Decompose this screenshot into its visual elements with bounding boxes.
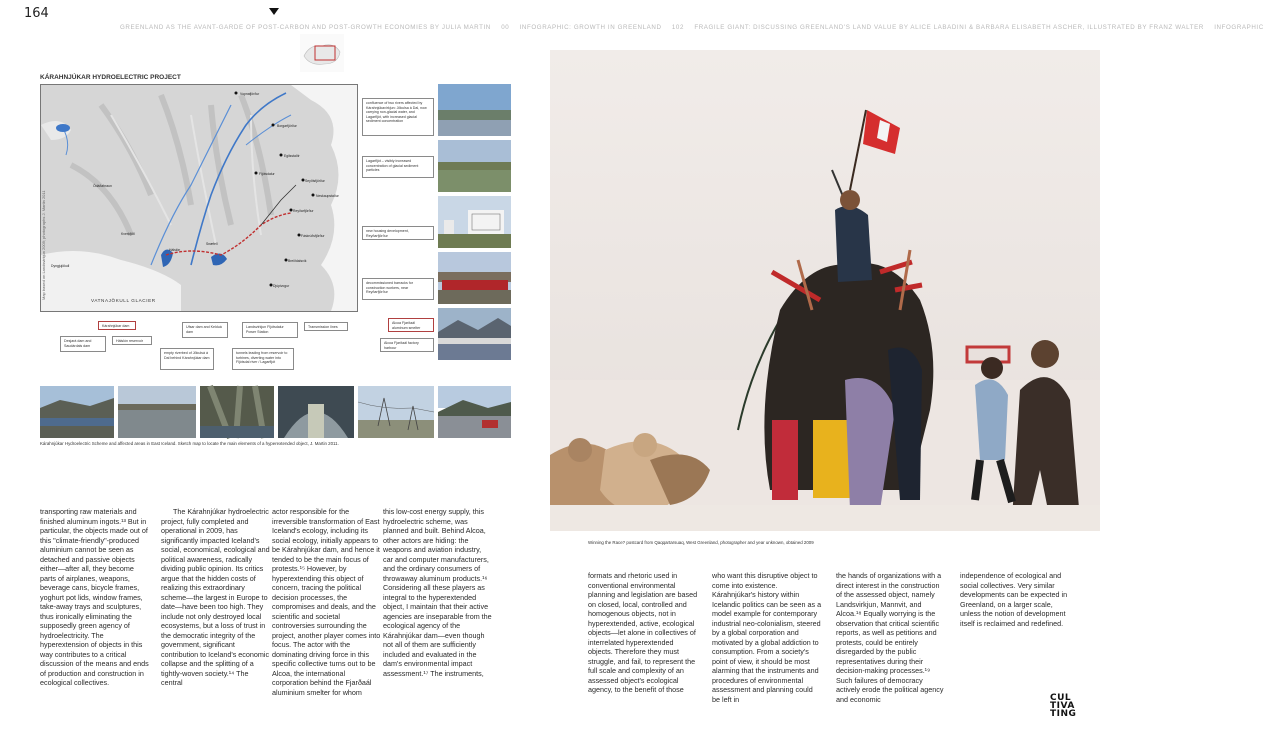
svg-text:Seyðisfjörður: Seyðisfjörður <box>305 179 325 183</box>
callout-confluence: confluence of two rivers affected by Kárahnjúkavirkjun: Jökulsa á Dal, now carrying non-glacial water, and Lagarfljót, with increased glacial sediment concentration <box>362 98 434 136</box>
map-drawing <box>41 85 357 311</box>
running-head-item[interactable]: 102 <box>671 24 684 31</box>
callout-tunnels: tunnels leading from reservoir to turbines, diverting water into Fljótsdal river / Lagarfljót <box>232 348 294 370</box>
text-column: The Kárahnjúkar hydroelectric project, fully completed and operational in 2009, has significantly impacted Iceland's social, economical, ecological and political awareness, radically dividing public opinion. Its critics argue that the hidden costs of realizing this extraordinary scheme—the largest in Europe to date—have been too high. They include not only destroyed local ecosystems, but a loss of trust in the democratic integrity of the government, significant contribution to Iceland's economic collapse and the splitting of a tightly-woven society.¹⁴ The central <box>161 507 270 687</box>
page-number: 164 <box>24 6 49 21</box>
glacier-label: VATNAJÖKULL GLACIER <box>91 298 156 303</box>
photo-powerlines <box>358 386 434 438</box>
photo-harbour <box>438 386 511 438</box>
text-column: this low-cost energy supply, this hydroelectric scheme, was planned and built. Behind Alcoa, other actors are hiding: the weapons and aviation industry, car and computer manufacturers, and the ordinary consumers of throwaway aluminum products.¹⁶ Considering all these players as integral to the hyperextended object, I maintain that their active agencies are inseparable from the ecological agency of the Kárahnjúkar dam—even though not all of them are sufficiently included and evaluated in the dam's environmental impact assessment.¹⁷ The instruments, <box>383 507 492 678</box>
map-title: KÁRAHNJÚKAR HYDROELECTRIC PROJECT <box>40 74 181 81</box>
svg-text:Borgarfjörður: Borgarfjörður <box>277 124 297 128</box>
photo-confluence <box>438 84 511 136</box>
svg-text:Fáskrúðsfjörður: Fáskrúðsfjörður <box>301 234 325 238</box>
callout-transmission: Transmission lines <box>304 322 348 331</box>
svg-text:Snæfell: Snæfell <box>206 242 218 246</box>
photo-smelter <box>438 308 511 360</box>
svg-text:Breiðdalsvík: Breiðdalsvík <box>288 259 307 263</box>
photo-dam <box>40 386 114 438</box>
running-head-item[interactable]: INFOGRAPHIC <box>1214 24 1264 31</box>
svg-text:Vopnafjörður: Vopnafjörður <box>240 92 260 96</box>
photo-caption: Winning the Race? postcard from Qaqqartarsuaq, West Greenland, photographer and year unknown, obtained 2009 <box>588 540 814 545</box>
photo-housing <box>438 196 511 248</box>
svg-text:Kverkfjöll: Kverkfjöll <box>121 232 135 236</box>
text-column: transporting raw materials and finished aluminum ingots.¹³ But in particular, the objects made out of this "climate-friendly"-produced aluminium cannot be seen as detached and passive objects either—after all, they become parts of airplanes, weapons, beverage cans, bicycle frames, yoghurt pot lids, window frames, take-away trays and sculptures, thus ironically eliminating the supposedly green agency of hydroelectricity. The hyperextension of objects in this way contributes to a critical discussion of the means and ends of production and construction in ecological collectives. <box>40 507 149 687</box>
callout-power-station: Landsvirkjun Fljótsdalur Power Station <box>242 322 298 338</box>
cultivating-logo: CUL TIVA TING <box>1050 693 1077 719</box>
inset-locator-map <box>300 34 344 72</box>
callout-empty-riverbed: empty riverbed of Jökulsá á Dal behind Kárahnjúkar dam <box>160 348 214 370</box>
callout-harbour: Alcoa Fjarðaál factory harbour <box>380 338 434 352</box>
callout-ufsar-dam: Ufsar dam and Kelduá dam <box>182 322 228 338</box>
running-head-item[interactable]: INFOGRAPHIC: GROWTH IN GREENLAND <box>519 24 662 31</box>
callout-karahnjukar-dam: Kárahnjúkar dam <box>98 321 136 330</box>
running-head <box>120 24 1264 31</box>
callout-lagarfljot: Lagarfljót – visibly increased concentration of glacial sediment particles <box>362 156 434 178</box>
svg-text:Reyðarfjörður: Reyðarfjörður <box>293 209 314 213</box>
svg-text:Egilsstaðir: Egilsstaðir <box>284 154 300 158</box>
svg-text:Fljótsdalur: Fljótsdalur <box>259 172 275 176</box>
text-column: who want this disruptive object to come into existence. Kárahnjúkar's history within Icelandic politics can be seen as a model example for contemporary industrial neo-colonialism, steered by a global corporation and motivated by a global addiction to consumption. From a society's point of view, it should be most alarming that the instruments and procedures of environmental assessment and planning could be left in <box>712 571 822 704</box>
photo-reservoir <box>118 386 196 438</box>
photo-lagarfljot <box>438 140 511 192</box>
running-head-item[interactable]: FRAGILE GIANT: DISCUSSING GREENLAND'S LAND VALUE BY ALICE LABADINI & BARBARA ELISABETH ASCHER, ILLUSTRATED BY FRANZ WALTER <box>694 24 1204 31</box>
callout-halslon: Hálslón reservoir <box>112 336 152 345</box>
photo-tunnel <box>278 386 354 438</box>
svg-text:Neskaupstaður: Neskaupstaður <box>316 194 339 198</box>
svg-text:Hálslón: Hálslón <box>169 248 181 252</box>
svg-text:Ódáðahraun: Ódáðahraun <box>93 184 112 188</box>
map-credit: Map based on Landsvirkjun 2009; photographs J. Martin 2011 <box>41 190 46 300</box>
svg-text:Djúpivogur: Djúpivogur <box>273 284 290 288</box>
postcard-photo <box>550 50 1100 531</box>
callout-housing: new housing development, Reyðarfjörður <box>362 226 434 240</box>
callout-smelter: Alcoa Fjarðaál aluminum smelter <box>388 318 434 332</box>
callout-barracks: decommissioned barracks for construction workers, near Reyðarfjörður <box>362 278 434 300</box>
caret-down-icon[interactable] <box>269 8 279 15</box>
running-head-item[interactable]: GREENLAND AS THE AVANT-GARDE OF POST-CARBON AND POST-GROWTH ECONOMIES BY JULIA MARTIN <box>120 24 491 31</box>
text-column: formats and rhetoric used in conventional environmental planning and legislation are based on closed, local, controlled and homogenous objects, not in hyperextended, active, ecological objects—let alone in collectives of interrelated hyperextended objects. Therefore they must struggle, and fail, to represent the full scale and complexity of an assessed object's ecological agency, to the benefit of those <box>588 571 698 694</box>
text-column: actor responsible for the irreversible transformation of East Iceland's ecology, including its social ecology, initially appears to be Kárahnjúkar dam, and hence it tended to be the main focus of protests.¹⁵ However, by hyperextending this object of concern, tracing the political decision processes, the compromises and deals, and the scientific and societal controversies surrounding the project, another player comes into focus. The actor with the dominating driving force in this specific collective turns out to be Alcoa, the international corporation behind the Fjarðaál aluminium smelter for whom <box>272 507 381 697</box>
photo-riverbed <box>200 386 274 438</box>
svg-text:Dyngjujökull: Dyngjujökull <box>51 264 70 268</box>
text-column: independence of ecological and social collectives. Very similar developments can be expected in Greenland, on a larger scale, unless the notion of development itself is reclaimed and redefined. <box>960 571 1068 628</box>
figure-caption: Kárahnjúkar Hydroelectric Scheme and affected areas in East Iceland. Sketch map to locate the main elements of a hyperextended object, J. Martin 2011. <box>40 441 339 446</box>
photo-barracks <box>438 252 511 304</box>
hydroelectric-map <box>40 84 358 312</box>
callout-desjara-dam: Desjará dam and Saudárdals dam <box>60 336 106 352</box>
text-column: the hands of organizations with a direct interest in the construction of the assessed object, namely Landsvirkjun, Mannvit, and Alcoa.¹⁸ Equally worrying is the observation that critical scientific reports, as well as petitions and protests, could be entirely disregarded by the public representatives during their decision-making processes.¹⁹ Such failures of democracy actively erode the political agency and economic <box>836 571 944 704</box>
running-head-item[interactable]: 00 <box>501 24 510 31</box>
